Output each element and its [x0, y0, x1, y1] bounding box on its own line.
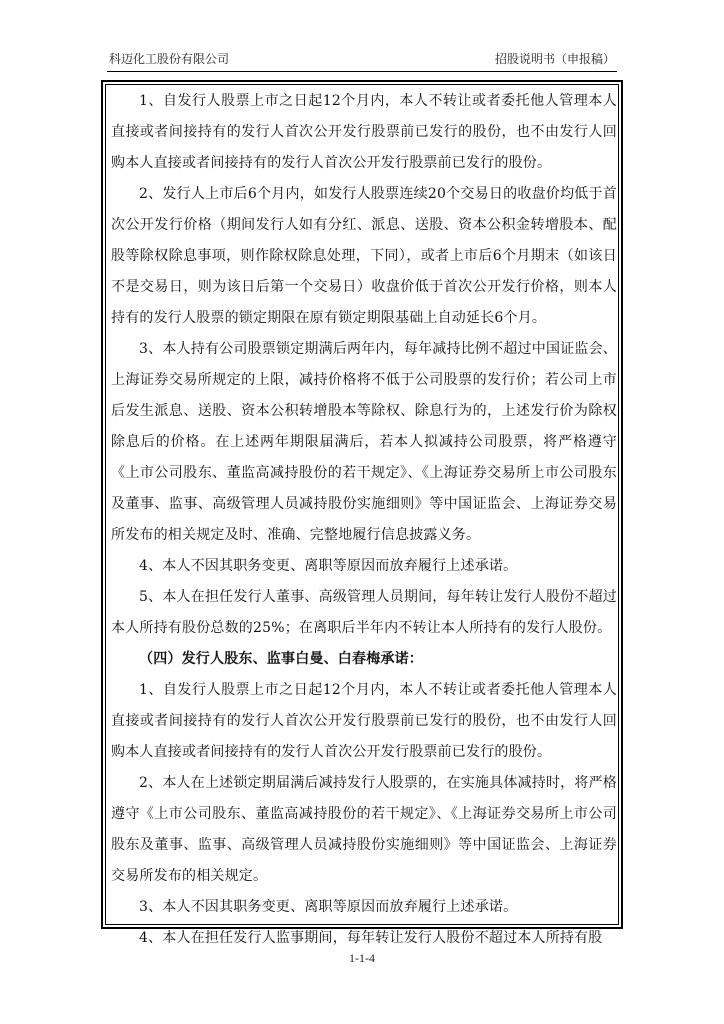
section-paragraph-4: 4、本人在担任发行人监事期间，每年转让发行人股份不超过本人所持有股: [139, 930, 603, 946]
page-footer: [0, 951, 724, 966]
section-paragraph-1: 1、自发行人股票上市之日起12个月内，本人不转让或者委托他人管理本人直接或者间接持有的发行人首次公开发行股票前已发行的股份，也不由发行人回购本人直接或者间接持有的发行人首次公开发行股票前已发行的股份。: [111, 682, 617, 760]
header-divider: [107, 71, 617, 72]
paragraph-5: 5、本人在担任发行人董事、高级管理人员期间，每年转让发行人股份不超过本人所持有股份总数的25%；在离职后半年内不转让本人所持有的发行人股份。: [111, 589, 617, 636]
paragraph-4: 4、本人不因其职务变更、离职等原因而放弃履行上述承诺。: [139, 558, 518, 574]
document-title: 招股说明书（申报稿）: [494, 52, 615, 66]
paragraph-1: 1、自发行人股票上市之日起12个月内，本人不转让或者委托他人管理本人直接或者间接持有的发行人首次公开发行股票前已发行的股份，也不由发行人回购本人直接或者间接持有的发行人首次公开发行股票前已发行的股份。: [111, 93, 617, 171]
page-number: 1-1-4: [349, 951, 375, 965]
section-paragraph-2: 2、本人在上述锁定期届满后减持发行人股票的，在实施具体减持时，将严格遵守《上市公司股东、董监高减持股份的若干规定》、《上海证券交易所上市公司股东及董事、监事、高级管理人员减持股份实施细则》等中国证监会、上海证券交易所发布的相关规定。: [111, 775, 617, 884]
company-name: 科迈化工股份有限公司: [109, 52, 230, 66]
paragraph-3: 3、本人持有公司股票锁定期满后两年内，每年减持比例不超过中国证监会、上海证券交易所规定的上限，减持价格将不低于公司股票的发行价；若公司上市后发生派息、送股、资本公积转增股本等除权、除息行为的，上述发行价为除权除息后的价格。在上述两年期限届满后，若本人拟减持公司股票，将严格遵守《上市公司股东、董监高减持股份的若干规定》、《上海证券交易所上市公司股东及董事、监事、高级管理人员减持股份实施细则》等中国证监会、上海证券交易所发布的相关规定及时、准确、完整地履行信息披露义务。: [111, 341, 617, 543]
page-header: [107, 50, 617, 68]
section-heading: （四）发行人股东、监事白曼、白春梅承诺：: [139, 651, 423, 667]
paragraph-2: 2、发行人上市后6个月内，如发行人股票连续20个交易日的收盘价均低于首次公开发行价格（期间发行人如有分红、派息、送股、资本公积金转增股本、配股等除权除息事项，则作除权除息处理，下同），或者上市后6个月期末（如该日不是交易日，则为该日后第一个交易日）收盘价低于首次公开发行价格，则本人持有的发行人股票的锁定期限在原有锁定期限基础上自动延长6个月。: [111, 186, 617, 326]
content-body: [111, 86, 617, 954]
section-paragraph-3: 3、本人不因其职务变更、离职等原因而放弃履行上述承诺。: [139, 899, 518, 915]
